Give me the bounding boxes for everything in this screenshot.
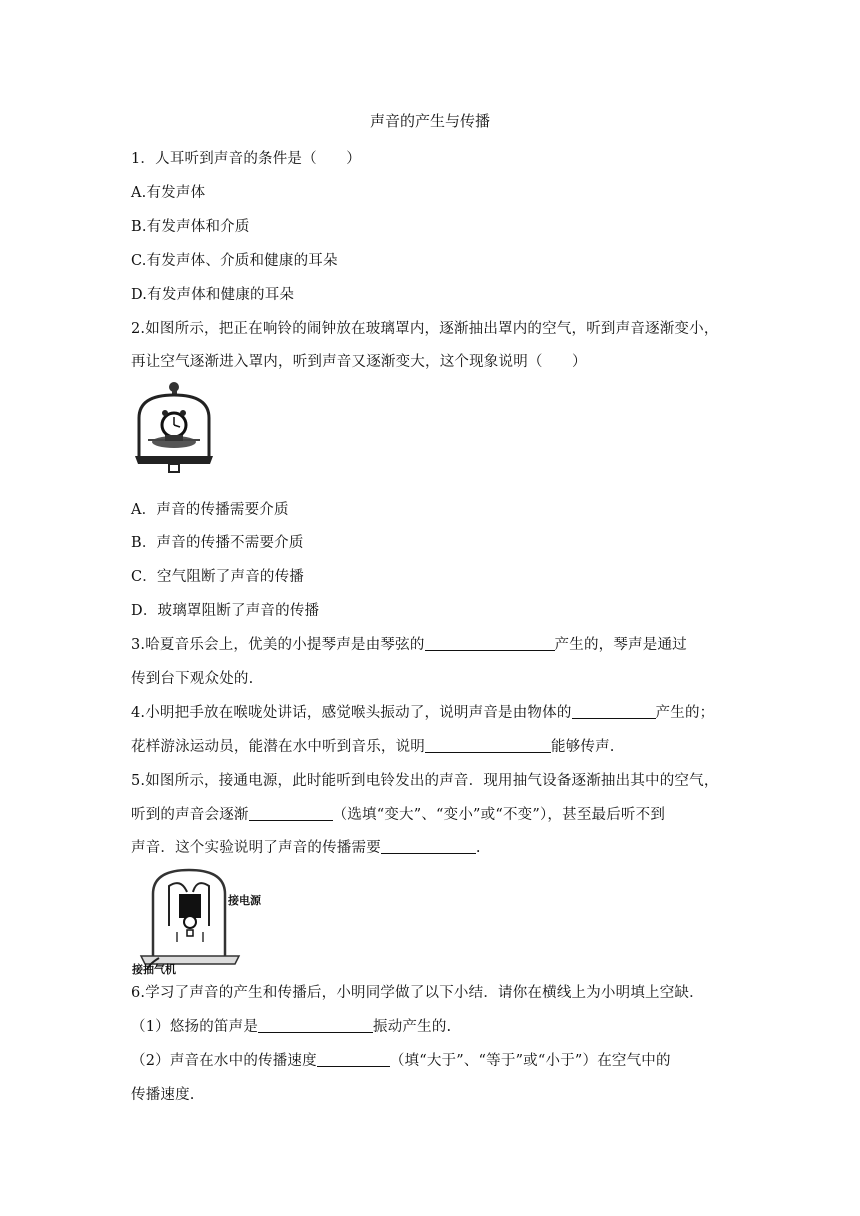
q5-blank-2[interactable] [381,839,476,854]
q6-sub2-part2: （填“大于”、“等于”或“小于”）在空气中的 [389,1053,671,1069]
q6-blank-2[interactable] [317,1052,390,1067]
page-title: 声音的产生与传播 [369,112,490,130]
q5-line2 [131,803,665,824]
q1-option-a: A.有发声体 [131,185,206,201]
q3-text-part1: 3.哈夏音乐会上，优美的小提琴声是由琴弦的 [131,637,425,653]
q4-line1 [131,701,714,722]
q6-sub2-part1: （2）声音在水中的传播速度 [131,1053,317,1069]
q5-text-part3: 声音．这个实验说明了声音的传播需要 [131,840,381,856]
q4-blank-1[interactable] [572,704,656,719]
q4-text-part2: 产生的； [655,705,715,721]
q2-stem-line2: 再让空气逐渐进入罩内，听到声音又逐渐变大，这个现象说明（ ） [131,354,587,370]
q5-text-part2: （选填“变大”、“变小”或“不变”），甚至最后听不到 [332,807,666,823]
figure-label-pump: 接抽气机 [132,963,176,976]
electric-bell-vacuum-figure [131,864,266,974]
q6-stem: 6.学习了声音的产生和传播后，小明同学做了以下小结．请你在横线上为小明填上空缺． [131,985,704,1001]
q5-text-part1: 听到的声音会逐渐 [131,807,249,823]
q2-option-c: C．空气阻断了声音的传播 [131,569,304,585]
q6-sub1-part1: （1）悠扬的笛声是 [131,1019,259,1035]
q6-sub1 [131,1015,451,1036]
q4-text-part3: 花样游泳运动员，能潜在水中听到音乐，说明 [131,739,425,755]
q4-blank-2[interactable] [425,738,551,753]
q1-option-d: D.有发声体和健康的耳朵 [131,287,295,303]
q3-line2: 传到台下观众处的. [131,671,254,687]
bell-jar-alarm-clock-figure [133,378,213,473]
figure-label-power: 接电源 [228,894,261,907]
q6-blank-1[interactable] [258,1018,373,1033]
q3-blank[interactable] [425,636,555,651]
q2-stem-line1: 2.如图所示，把正在响铃的闹钟放在玻璃罩内，逐渐抽出罩内的空气，听到声音逐渐变小， [131,321,719,337]
q4-line2 [131,735,615,756]
q1-option-b: B.有发声体和介质 [131,219,250,235]
q1-stem: 1．人耳听到声音的条件是（ ） [131,151,361,167]
q5-blank-1[interactable] [249,806,333,821]
q3-line1 [131,633,687,654]
q5-text-part4: . [475,840,481,856]
q2-option-a: A．声音的传播需要介质 [131,502,289,518]
q1-option-c: C.有发声体、介质和健康的耳朵 [131,253,338,269]
q6-sub2-line2: 传播速度. [131,1087,195,1103]
q2-option-d: D．玻璃罩阻断了声音的传播 [131,603,320,619]
q5-line3 [131,836,481,857]
q2-option-b: B．声音的传播不需要介质 [131,535,304,551]
q6-sub2 [131,1049,671,1070]
q6-sub1-part2: 振动产生的. [373,1019,452,1035]
q4-text-part1: 4.小明把手放在喉咙处讲话，感觉喉头振动了，说明声音是由物体的 [131,705,572,721]
q4-text-part4: 能够传声. [551,739,615,755]
q5-line1: 5.如图所示，接通电源，此时能听到电铃发出的声音．现用抽气设备逐渐抽出其中的空气， [131,773,719,789]
q3-text-part2: 产生的，琴声是通过 [554,637,687,653]
